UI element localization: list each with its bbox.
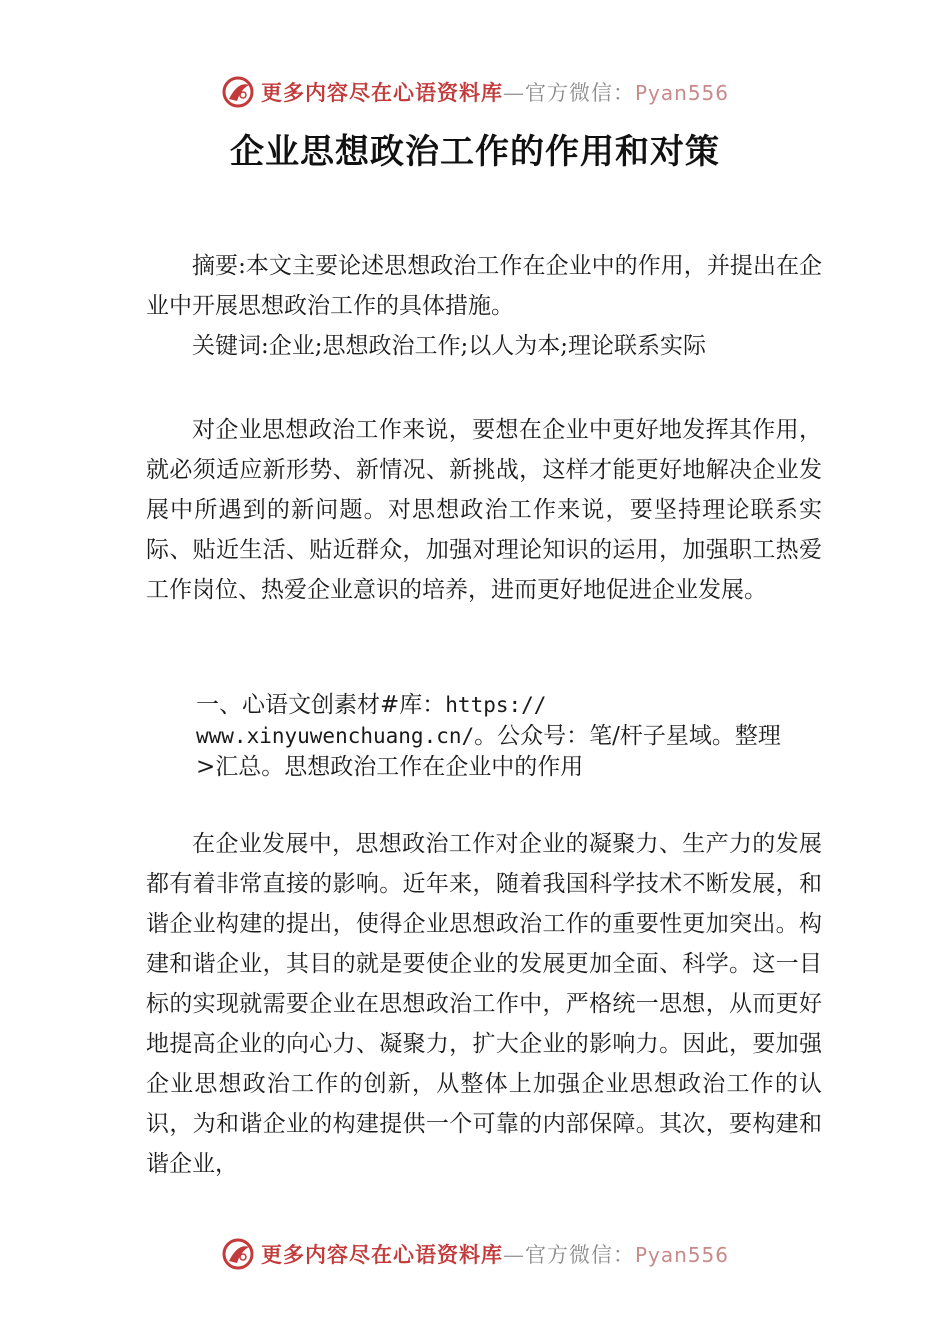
- abstract-block: [146, 246, 822, 366]
- section-heading-line-3: >汇总。思想政治工作在企业中的作用: [196, 754, 584, 780]
- document-title: 企业思想政治工作的作用和对策: [230, 132, 720, 172]
- body-block: [146, 824, 822, 1184]
- body-paragraph-1: 在企业发展中，思想政治工作对企业的凝聚力、生产力的发展都有着非常直接的影响。近年来，随着我国科学技术不断发展，和谐企业构建的提出，使得企业思想政治工作的重要性更加突出。构建和谐企业，其目的就是要使企业的发展更加全面、科学。这一目标的实现就需要企业在思想政治工作中，严格统一思想，从而更好地提高企业的向心力、凝聚力，扩大企业的影响力。因此，要加强企业思想政治工作的创新，从整体上加强企业思想政治工作的认识，为和谐企业的构建提供一个可靠的内部保障。其次，要构建和谐企业，: [146, 831, 822, 1177]
- banner-separator: —: [502, 81, 525, 105]
- footer-banner: [0, 1234, 950, 1274]
- abstract-keywords: 关键词:企业;思想政治工作;以人为本;理论联系实际: [192, 333, 706, 359]
- banner-text: [261, 77, 729, 107]
- banner-separator: —: [502, 1243, 525, 1267]
- banner-main-text: 更多内容尽在心语资料库: [260, 80, 503, 105]
- abstract-summary: 摘要:本文主要论述思想政治工作在企业中的作用，并提出在企业中开展思想政治工作的具体措施。: [146, 253, 822, 319]
- banner-main-text: 更多内容尽在心语资料库: [260, 1242, 503, 1267]
- banner-text: [261, 1239, 729, 1269]
- banner-wechat-id: Pyan556: [634, 81, 729, 105]
- brand-logo-icon: [221, 1237, 255, 1271]
- section-heading-url-part1: https://: [445, 693, 547, 717]
- section-heading-url-part2: www.xinyuwenchuang.cn/: [196, 724, 475, 748]
- section-heading-prefix: 一、心语文创素材#库：: [196, 692, 446, 718]
- intro-paragraph: 对企业思想政治工作来说，要想在企业中更好地发挥其作用，就必须适应新形势、新情况、新挑战，这样才能更好地解决企业发展中所遇到的新问题。对思想政治工作来说，要坚持理论联系实际、贴近生活、贴近群众，加强对理论知识的运用，加强职工热爱工作岗位、热爱企业意识的培养，进而更好地促进企业发展。: [146, 417, 822, 603]
- banner-wechat-label: 官方微信：: [524, 81, 635, 105]
- banner-wechat-id: Pyan556: [634, 1243, 729, 1267]
- intro-block: [146, 410, 822, 610]
- banner-wechat-label: 官方微信：: [524, 1243, 635, 1267]
- section-heading-wechat-account: 。公众号：笔/杆子星域。整理: [474, 723, 781, 749]
- brand-logo-icon: [221, 75, 255, 109]
- header-banner: [0, 72, 950, 112]
- section-heading-line-2: [196, 721, 826, 752]
- section-heading-line-1: [196, 690, 826, 721]
